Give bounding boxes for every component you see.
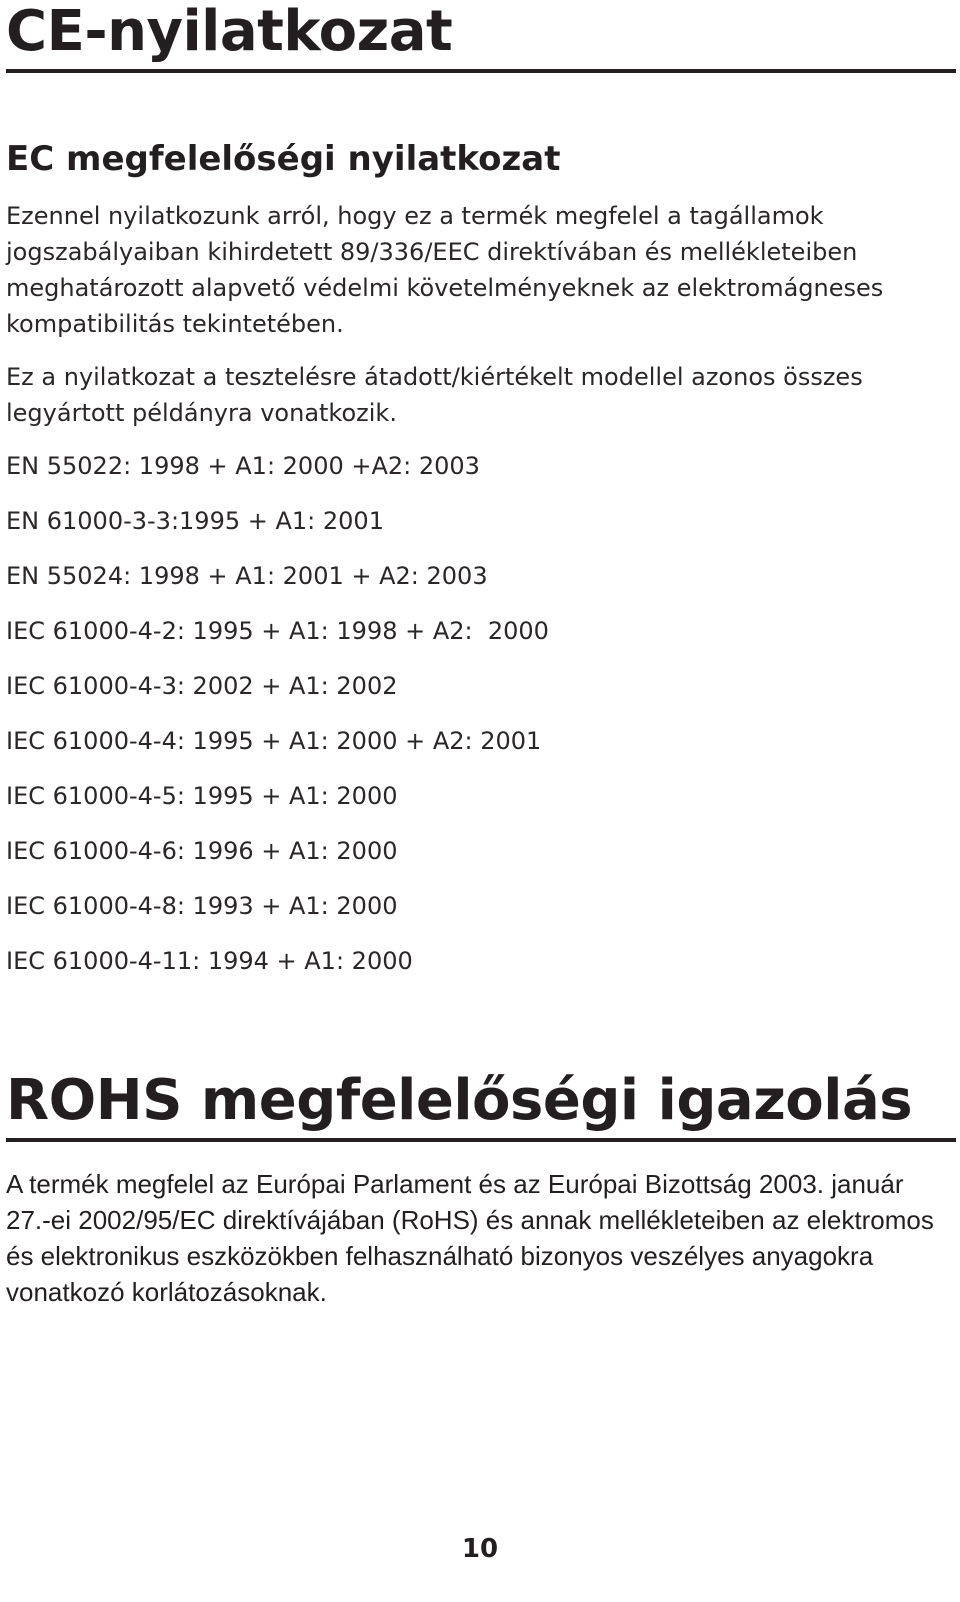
rohs-section-heading: ROHS megfelelőségi igazolás: [6, 1068, 913, 1133]
standard-item: IEC 61000-4-3: 2002 + A1: 2002: [6, 672, 398, 700]
standards-list: [6, 448, 549, 998]
ec-section-heading: EC megfelelőségi nyilatkozat: [6, 139, 561, 179]
page-number: 10: [461, 1534, 499, 1564]
standard-item: IEC 61000-4-5: 1995 + A1: 2000: [6, 782, 398, 810]
standard-item: EN 61000-3-3:1995 + A1: 2001: [6, 507, 384, 535]
standard-item: IEC 61000-4-6: 1996 + A1: 2000: [6, 837, 398, 865]
title-divider: [6, 69, 956, 73]
rohs-divider: [6, 1138, 956, 1142]
standard-item: EN 55022: 1998 + A1: 2000 +A2: 2003: [6, 452, 480, 480]
document-page: [6, 0, 956, 1602]
standard-item: EN 55024: 1998 + A1: 2001 + A2: 2003: [6, 562, 488, 590]
standard-item: IEC 61000-4-4: 1995 + A1: 2000 + A2: 2001: [6, 727, 542, 755]
standard-item: IEC 61000-4-8: 1993 + A1: 2000: [6, 892, 398, 920]
rohs-paragraph: A termék megfelel az Európai Parlament és az Európai Bizottság 2003. január 27.-ei 2002/95/EC direktívájában (RoHS) és annak mellékleteiben az elektromos és elektronikus eszközökben felhasználható bizonyos veszélyes anyagokra vonatkozó korlátozásoknak.: [6, 1169, 934, 1307]
page-title: CE-nyilatkozat: [6, 0, 453, 64]
ec-scope-paragraph: Ez a nyilatkozat a tesztelésre átadott/kiértékelt modellel azonos összes legyártott példányra vonatkozik.: [6, 363, 863, 427]
standard-item: IEC 61000-4-11: 1994 + A1: 2000: [6, 947, 413, 975]
ec-intro-paragraph: Ezennel nyilatkozunk arról, hogy ez a termék megfelel a tagállamok jogszabályaiban kihirdetett 89/336/EEC direktívában és mellékleteiben meghatározott alapvető védelmi követelményeknek az elektromágneses kompatibilitás tekintetében.: [6, 202, 884, 338]
standard-item: IEC 61000-4-2: 1995 + A1: 1998 + A2: 2000: [6, 617, 549, 645]
